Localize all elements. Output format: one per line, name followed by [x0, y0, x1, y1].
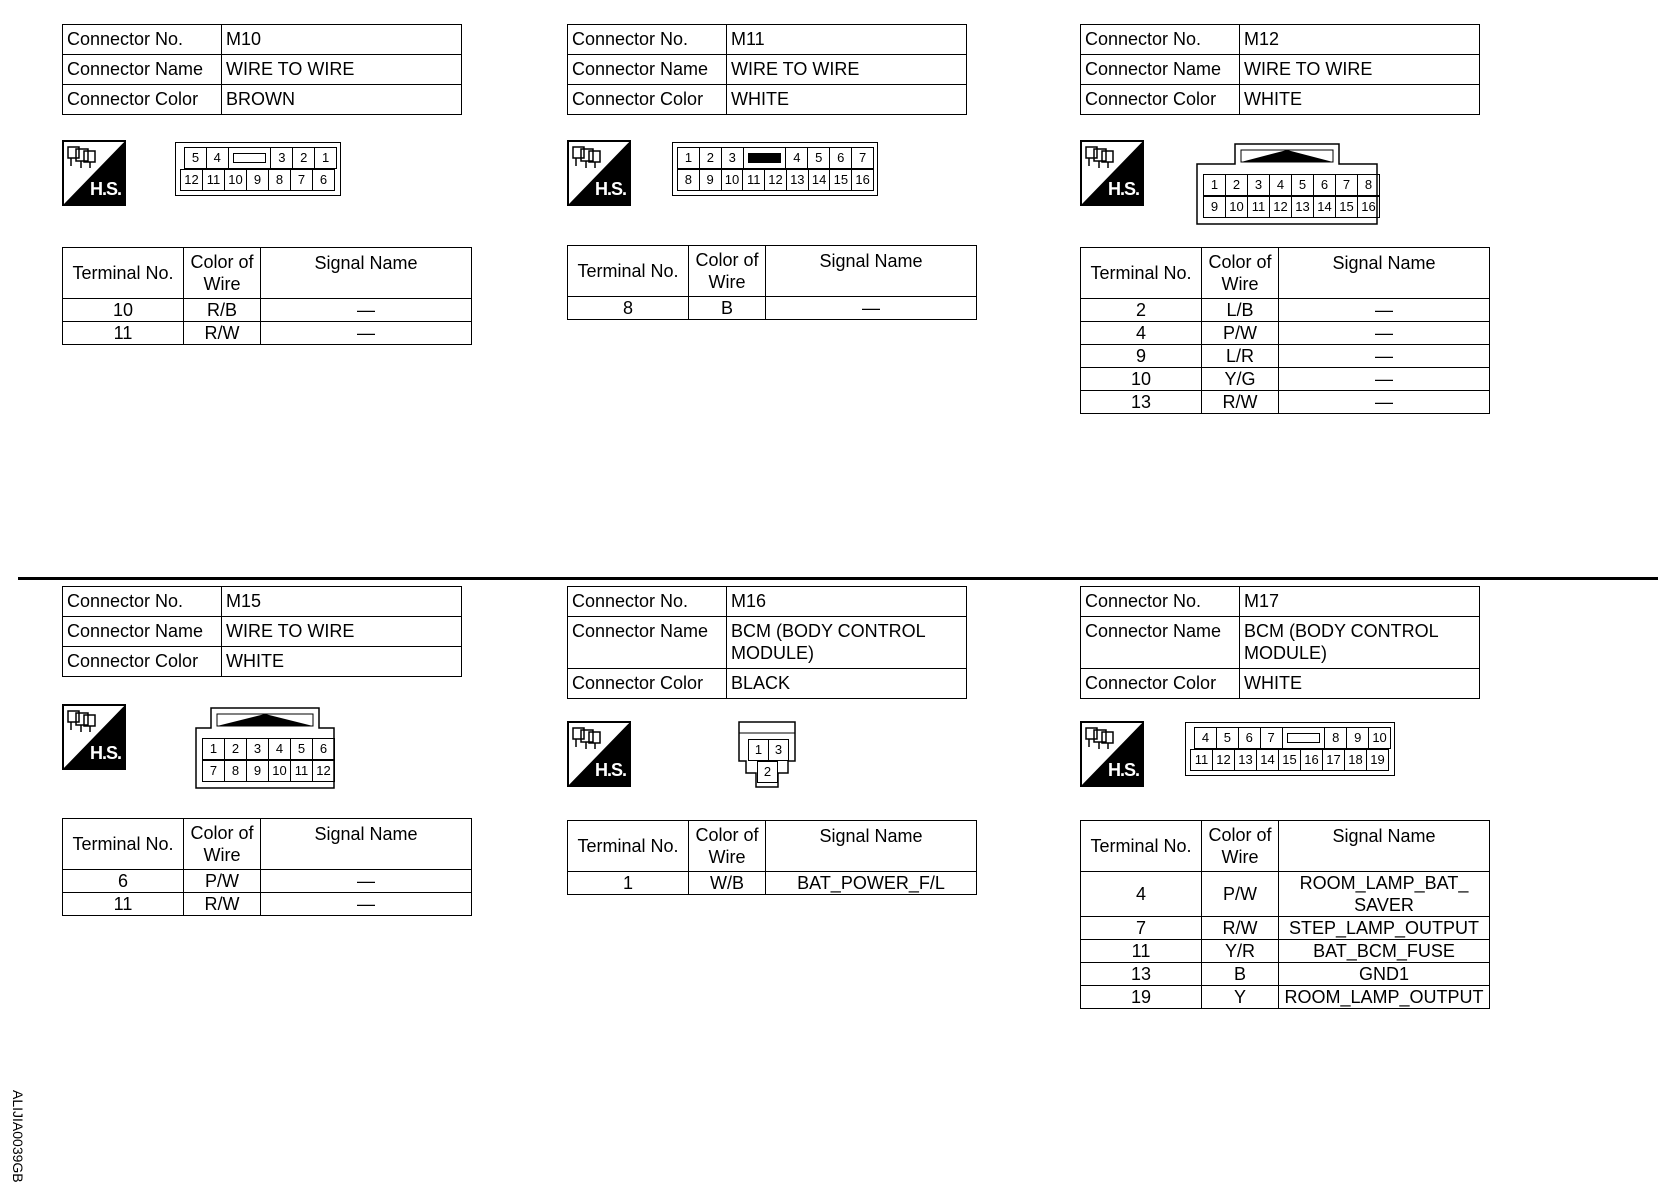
signal-name-header: Signal Name	[261, 819, 472, 870]
pin-number: 2	[757, 761, 778, 783]
signal-name: —	[1279, 322, 1490, 345]
wire-color: B	[689, 297, 766, 320]
connector-color-value: BROWN	[222, 85, 462, 115]
wire-color-header-line2: Wire	[203, 274, 241, 294]
terminal-no-header: Terminal No.	[568, 246, 689, 297]
pin-number: 4	[1269, 174, 1292, 196]
pin-number: 12	[1269, 196, 1292, 218]
wire-color: R/W	[184, 322, 261, 345]
figure-code: ALIJIA0039GB	[10, 1090, 26, 1183]
connector-info-table	[1080, 24, 1480, 115]
connector-no-value: M11	[727, 25, 967, 55]
wire-color-header-line1: Color of	[1208, 825, 1272, 845]
connector-name-value: WIRE TO WIRE	[222, 617, 462, 647]
wire-color-header-line1: Color of	[190, 823, 254, 843]
terminal-no-header: Terminal No.	[63, 819, 184, 870]
connector-name-label: Connector Name	[1081, 55, 1240, 85]
pin-number: 5	[807, 147, 830, 169]
pin-number: 13	[1291, 196, 1314, 218]
connector-color-value: WHITE	[1240, 85, 1480, 115]
signal-name: —	[1279, 368, 1490, 391]
signal-name: —	[1279, 345, 1490, 368]
signal-name: —	[261, 299, 472, 322]
hs-label: H.S.	[1107, 179, 1139, 199]
pin-number: 2	[224, 738, 247, 760]
connector-face-diagram	[1195, 142, 1379, 231]
connector-no-label: Connector No.	[1081, 25, 1240, 55]
terminal-row	[1081, 963, 1490, 986]
wire-color: W/B	[689, 872, 766, 895]
pin-number: 5	[290, 738, 313, 760]
pin-number: 8	[677, 169, 700, 191]
terminal-row	[1081, 872, 1490, 917]
pin-number: 15	[829, 169, 852, 191]
wire-color-header-line2: Wire	[708, 847, 746, 867]
connector-color-value: WHITE	[222, 647, 462, 677]
hs-label: H.S.	[594, 760, 626, 780]
wire-color-header-line1: Color of	[695, 250, 759, 270]
wire-color: R/W	[1202, 391, 1279, 414]
pin-number: 10	[268, 760, 291, 782]
pin-number: 18	[1344, 749, 1367, 771]
connector-color-label: Connector Color	[63, 85, 222, 115]
pin-number: 12	[1212, 749, 1235, 771]
wire-color: P/W	[1202, 872, 1279, 917]
terminal-no: 4	[1081, 322, 1202, 345]
terminal-no-header: Terminal No.	[1081, 248, 1202, 299]
connector-no-label: Connector No.	[568, 587, 727, 617]
wire-color-header-line2: Wire	[708, 272, 746, 292]
connector-face-diagram	[1185, 722, 1395, 776]
connector-color-value: WHITE	[1240, 669, 1480, 699]
signal-name: STEP_LAMP_OUTPUT	[1279, 917, 1490, 940]
pin-number: 14	[808, 169, 831, 191]
terminal-no: 11	[63, 322, 184, 345]
terminal-row	[1081, 391, 1490, 414]
pin-number: 2	[1225, 174, 1248, 196]
terminal-no: 10	[63, 299, 184, 322]
signal-name: —	[766, 297, 977, 320]
wire-color-header-line1: Color of	[190, 252, 254, 272]
terminal-table	[1080, 820, 1490, 1009]
pin-number: 6	[1313, 174, 1336, 196]
pin-number: 2	[699, 147, 722, 169]
wire-color-header-line2: Wire	[203, 845, 241, 865]
pin-number: 1	[314, 147, 337, 169]
signal-name: —	[1279, 391, 1490, 414]
signal-name-header: Signal Name	[766, 246, 977, 297]
connector-no-label: Connector No.	[63, 25, 222, 55]
pin-number: 9	[246, 760, 269, 782]
harness-side-icon	[62, 704, 126, 770]
terminal-no: 10	[1081, 368, 1202, 391]
pin-number: 16	[1357, 196, 1380, 218]
pin-number: 11	[290, 760, 313, 782]
harness-side-icon	[567, 721, 631, 787]
connector-name-value: BCM (BODY CONTROL MODULE)	[727, 617, 967, 669]
connector-info-table	[62, 586, 462, 677]
signal-name-header: Signal Name	[766, 821, 977, 872]
hs-label: H.S.	[1107, 760, 1139, 780]
terminal-no: 6	[63, 870, 184, 893]
pin-number: 16	[851, 169, 874, 191]
connector-info-table	[567, 24, 967, 115]
pin-number: 8	[268, 169, 291, 191]
pin-number: 12	[312, 760, 335, 782]
pin-number: 12	[180, 169, 203, 191]
pin-number: 19	[1366, 749, 1389, 771]
pin-number: 3	[768, 739, 789, 761]
pin-number: 11	[1247, 196, 1270, 218]
signal-name: ROOM_LAMP_BAT_ SAVER	[1279, 872, 1490, 917]
connector-no-value: M17	[1240, 587, 1480, 617]
wire-color: L/R	[1202, 345, 1279, 368]
pin-number: 4	[206, 147, 229, 169]
lock-tab-slot	[748, 153, 782, 163]
pin-number: 8	[1324, 727, 1347, 749]
signal-name: GND1	[1279, 963, 1490, 986]
pin-number: 14	[1313, 196, 1336, 218]
pin-number: 10	[1225, 196, 1248, 218]
wire-color: P/W	[1202, 322, 1279, 345]
terminal-row	[1081, 940, 1490, 963]
section-divider	[18, 577, 1658, 580]
connector-color-label: Connector Color	[1081, 85, 1240, 115]
pin-number: 9	[246, 169, 269, 191]
pin-number: 4	[1194, 727, 1217, 749]
pin-number: 6	[312, 169, 335, 191]
terminal-no: 13	[1081, 963, 1202, 986]
pin-number: 9	[1346, 727, 1369, 749]
pin-number: 15	[1335, 196, 1358, 218]
signal-name: ROOM_LAMP_OUTPUT	[1279, 986, 1490, 1009]
connector-name-label: Connector Name	[63, 617, 222, 647]
wire-color-header-line1: Color of	[1208, 252, 1272, 272]
connector-no-value: M12	[1240, 25, 1480, 55]
wire-color-header	[689, 246, 766, 297]
pin-number: 7	[851, 147, 874, 169]
connector-no-label: Connector No.	[568, 25, 727, 55]
pin-number: 10	[721, 169, 744, 191]
terminal-no: 4	[1081, 872, 1202, 917]
lock-tab	[228, 147, 272, 169]
connector-color-value: WHITE	[727, 85, 967, 115]
terminal-no: 8	[568, 297, 689, 320]
wire-color-header-line1: Color of	[695, 825, 759, 845]
pin-number: 3	[246, 738, 269, 760]
lock-tab	[1282, 727, 1326, 749]
connector-face-diagram	[175, 142, 341, 196]
connector-no-label: Connector No.	[63, 587, 222, 617]
pin-number: 13	[786, 169, 809, 191]
connector-no-value: M16	[727, 587, 967, 617]
pin-number: 7	[290, 169, 313, 191]
terminal-table	[62, 818, 472, 916]
connector-color-label: Connector Color	[568, 85, 727, 115]
terminal-row	[1081, 322, 1490, 345]
hs-label: H.S.	[594, 179, 626, 199]
pin-number: 17	[1322, 749, 1345, 771]
terminal-table	[567, 245, 977, 320]
connector-name-label: Connector Name	[63, 55, 222, 85]
pin-number: 6	[312, 738, 335, 760]
harness-side-icon	[62, 140, 126, 206]
pin-number: 3	[721, 147, 744, 169]
signal-name: BAT_BCM_FUSE	[1279, 940, 1490, 963]
pin-number: 7	[202, 760, 225, 782]
connector-no-value: M10	[222, 25, 462, 55]
terminal-no: 19	[1081, 986, 1202, 1009]
terminal-table	[1080, 247, 1490, 414]
hs-label: H.S.	[89, 743, 121, 763]
terminal-row	[1081, 345, 1490, 368]
terminal-row	[1081, 368, 1490, 391]
pin-number: 5	[1291, 174, 1314, 196]
pin-number: 7	[1260, 727, 1283, 749]
signal-name-header: Signal Name	[1279, 821, 1490, 872]
pin-number: 11	[1190, 749, 1213, 771]
connector-info-table	[62, 24, 462, 115]
terminal-no-header: Terminal No.	[1081, 821, 1202, 872]
lock-tab-slot	[1287, 733, 1321, 743]
wire-color: Y/G	[1202, 368, 1279, 391]
terminal-row	[1081, 299, 1490, 322]
connector-name-label: Connector Name	[568, 55, 727, 85]
wire-color: R/B	[184, 299, 261, 322]
pin-number: 16	[1300, 749, 1323, 771]
pin-number: 6	[829, 147, 852, 169]
connector-info-table	[567, 586, 967, 699]
terminal-no-header: Terminal No.	[63, 248, 184, 299]
terminal-row	[1081, 986, 1490, 1009]
wire-color: P/W	[184, 870, 261, 893]
wire-color-header	[184, 819, 261, 870]
pin-number: 13	[1234, 749, 1257, 771]
connector-color-label: Connector Color	[63, 647, 222, 677]
terminal-no: 2	[1081, 299, 1202, 322]
lock-tab-slot	[233, 153, 267, 163]
pin-number: 2	[292, 147, 315, 169]
signal-name: —	[261, 893, 472, 916]
signal-name: —	[261, 870, 472, 893]
connector-no-value: M15	[222, 587, 462, 617]
terminal-table	[62, 247, 472, 345]
pin-number: 3	[1247, 174, 1270, 196]
terminal-row	[63, 870, 472, 893]
connector-name-value: WIRE TO WIRE	[1240, 55, 1480, 85]
terminal-row	[63, 322, 472, 345]
harness-side-icon	[1080, 721, 1144, 787]
terminal-no: 13	[1081, 391, 1202, 414]
terminal-row	[63, 299, 472, 322]
wire-color: R/W	[1202, 917, 1279, 940]
wire-color-header	[689, 821, 766, 872]
signal-name: —	[261, 322, 472, 345]
connector-name-label: Connector Name	[568, 617, 727, 669]
pin-number: 1	[748, 739, 769, 761]
wire-color-header	[1202, 821, 1279, 872]
hs-label: H.S.	[89, 179, 121, 199]
connector-face-diagram	[738, 721, 796, 794]
terminal-row	[568, 872, 977, 895]
wire-color: R/W	[184, 893, 261, 916]
connector-name-value: BCM (BODY CONTROL MODULE)	[1240, 617, 1480, 669]
wire-color: L/B	[1202, 299, 1279, 322]
pin-number: 5	[1216, 727, 1239, 749]
pin-number: 10	[224, 169, 247, 191]
pin-number: 1	[1203, 174, 1226, 196]
terminal-no-header: Terminal No.	[568, 821, 689, 872]
connector-name-label: Connector Name	[1081, 617, 1240, 669]
wire-color: Y/R	[1202, 940, 1279, 963]
pin-number: 8	[224, 760, 247, 782]
pin-number: 4	[785, 147, 808, 169]
pin-number: 10	[1368, 727, 1391, 749]
harness-side-icon	[567, 140, 631, 206]
pin-number: 11	[202, 169, 225, 191]
harness-side-icon	[1080, 140, 1144, 206]
signal-name-header: Signal Name	[261, 248, 472, 299]
pin-number: 15	[1278, 749, 1301, 771]
connector-name-value: WIRE TO WIRE	[222, 55, 462, 85]
connector-name-value: WIRE TO WIRE	[727, 55, 967, 85]
pin-number: 8	[1357, 174, 1380, 196]
pin-number: 9	[1203, 196, 1226, 218]
terminal-no: 11	[1081, 940, 1202, 963]
terminal-row	[1081, 917, 1490, 940]
pin-number: 6	[1238, 727, 1261, 749]
wire-color: Y	[1202, 986, 1279, 1009]
connector-color-label: Connector Color	[568, 669, 727, 699]
terminal-no: 7	[1081, 917, 1202, 940]
signal-name: BAT_POWER_F/L	[766, 872, 977, 895]
connector-no-label: Connector No.	[1081, 587, 1240, 617]
pin-number: 14	[1256, 749, 1279, 771]
terminal-row	[63, 893, 472, 916]
wire-color: B	[1202, 963, 1279, 986]
connector-face-diagram	[672, 142, 878, 196]
terminal-row	[568, 297, 977, 320]
terminal-no: 9	[1081, 345, 1202, 368]
terminal-no: 1	[568, 872, 689, 895]
connector-info-table	[1080, 586, 1480, 699]
pin-number: 7	[1335, 174, 1358, 196]
terminal-no: 11	[63, 893, 184, 916]
signal-name-header: Signal Name	[1279, 248, 1490, 299]
lock-tab	[743, 147, 787, 169]
pin-number: 11	[742, 169, 765, 191]
terminal-table	[567, 820, 977, 895]
pin-number: 9	[699, 169, 722, 191]
signal-name: —	[1279, 299, 1490, 322]
connector-color-value: BLACK	[727, 669, 967, 699]
pin-number: 3	[270, 147, 293, 169]
wire-color-header	[1202, 248, 1279, 299]
pin-number: 12	[764, 169, 787, 191]
wire-color-header-line2: Wire	[1221, 847, 1259, 867]
connector-face-diagram	[194, 706, 336, 795]
wire-color-header	[184, 248, 261, 299]
connector-color-label: Connector Color	[1081, 669, 1240, 699]
pin-number: 1	[677, 147, 700, 169]
pin-number: 1	[202, 738, 225, 760]
pin-number: 4	[268, 738, 291, 760]
pin-number: 5	[184, 147, 207, 169]
wire-color-header-line2: Wire	[1221, 274, 1259, 294]
